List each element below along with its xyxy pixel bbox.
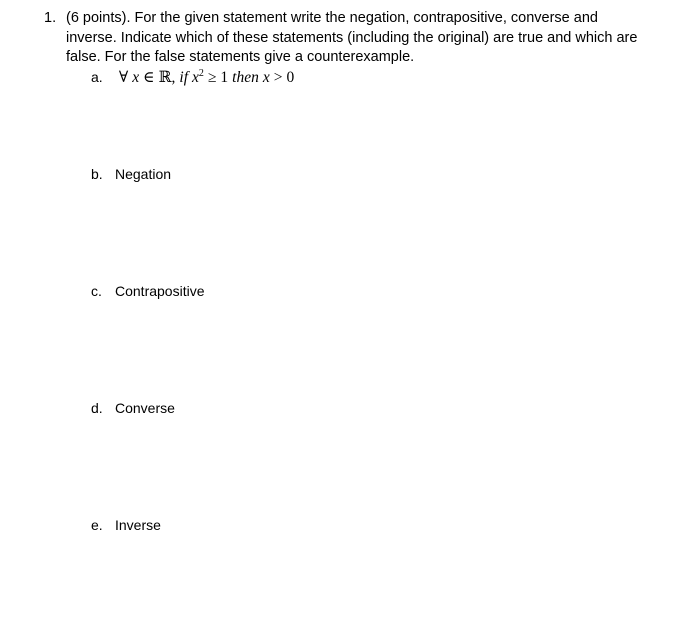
element-of-symbol: ∈	[143, 69, 155, 86]
item-e-label: Inverse	[115, 517, 161, 533]
item-d-converse	[91, 399, 175, 417]
item-c-letter: c.	[91, 283, 102, 299]
reals-symbol: ℝ,	[158, 69, 176, 86]
variable-x-conclusion: x	[262, 69, 270, 86]
item-b-label: Negation	[115, 166, 172, 182]
item-a-statement	[91, 68, 294, 87]
geq-symbol: ≥	[207, 69, 217, 86]
item-e-inverse	[91, 516, 161, 534]
item-b-letter: b.	[91, 166, 103, 182]
exponent: 2	[198, 68, 204, 79]
gt-symbol: >	[273, 69, 283, 86]
item-e-letter: e.	[91, 517, 103, 533]
item-d-label: Converse	[115, 400, 175, 416]
then-word: then	[232, 69, 259, 86]
item-c-label: Contrapositive	[115, 283, 205, 299]
forall-symbol: ∀	[118, 69, 129, 86]
number-one: 1	[220, 69, 229, 86]
item-b-negation	[91, 165, 171, 183]
question-block	[44, 9, 644, 68]
variable-x-squared: x	[192, 69, 199, 86]
math-statement	[119, 69, 294, 86]
variable-x: x	[132, 69, 140, 86]
if-word: if	[179, 69, 189, 86]
item-d-letter: d.	[91, 400, 103, 416]
item-c-contrapositive	[91, 282, 205, 300]
question-number: 1.	[44, 10, 57, 26]
number-zero: 0	[286, 69, 295, 86]
item-a-letter: a.	[91, 69, 103, 85]
question-text: (6 points). For the given statement write the negation, contrapositive, converse and inverse. Indicate which of these statements (including the original) are true and which are false. For the false statements give a counterexample.	[66, 10, 638, 65]
